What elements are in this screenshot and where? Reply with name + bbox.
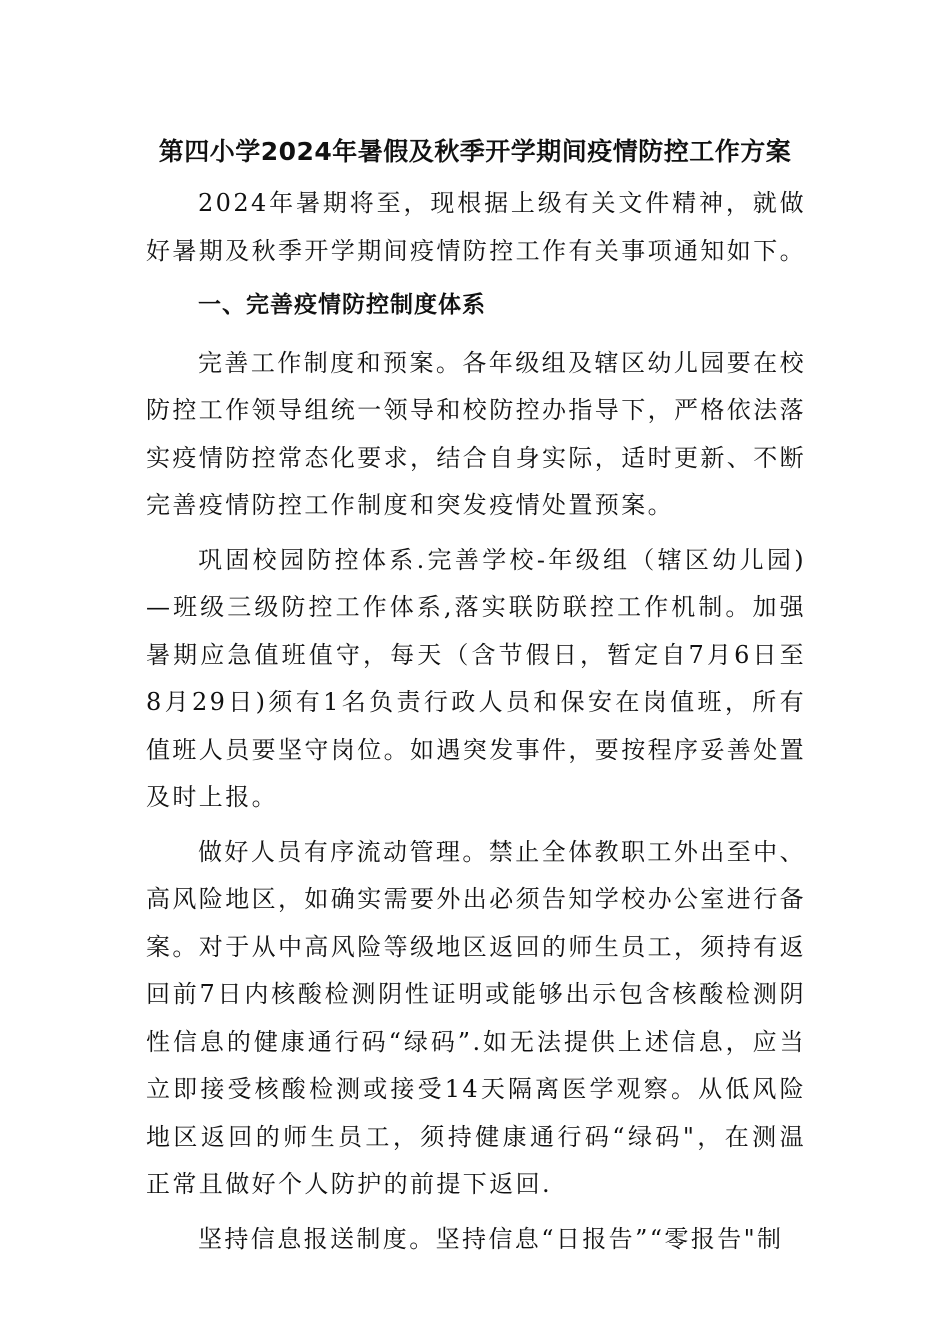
- document-title: 第四小学2024年暑假及秋季开学期间疫情防控工作方案: [158, 137, 792, 166]
- intro-paragraph: 2024年暑期将至，现根据上级有关文件精神，就做好暑期及秋季开学期间疫情防控工作有关事项通知如下。: [146, 189, 806, 265]
- section-heading: 一、完善疫情防控制度体系: [198, 292, 486, 318]
- paragraph-info-reporting: 坚持信息报送制度。坚持信息“日报告”“零报告"制: [198, 1224, 784, 1253]
- document-body: [146, 180, 806, 1270]
- paragraph-personnel-flow: 做好人员有序流动管理。禁止全体教职工外出至中、高风险地区，如确实需要外出必须告知学校办公室进行备案。对于从中高风险等级地区返回的师生员工，须持有返回前7日内核酸检测阴性证明或能够出示包含核酸检测阴性信息的健康通行码“绿码”.如无法提供上述信息，应当立即接受核酸检测或接受14天隔离医学观察。从低风险地区返回的师生员工，须持健康通行码“绿码"，在测温正常且做好个人防护的前提下返回.: [146, 837, 806, 1198]
- paragraph-work-system: 完善工作制度和预案。各年级组及辖区幼儿园要在校防控工作领导组统一领导和校防控办指导下，严格依法落实疫情防控常态化要求，结合自身实际，适时更新、不断完善疫情防控工作制度和突发疫情处置预案。: [146, 348, 806, 519]
- paragraph-campus-prevention: 巩固校园防控体系.完善学校-年级组（辖区幼儿园)—班级三级防控工作体系,落实联防联控工作机制。加强暑期应急值班值守，每天（含节假日，暂定自7月6日至8月29日)须有1名负责行政人员和保安在岗值班，所有值班人员要坚守岗位。如遇突发事件，要按程序妥善处置及时上报。: [146, 545, 806, 811]
